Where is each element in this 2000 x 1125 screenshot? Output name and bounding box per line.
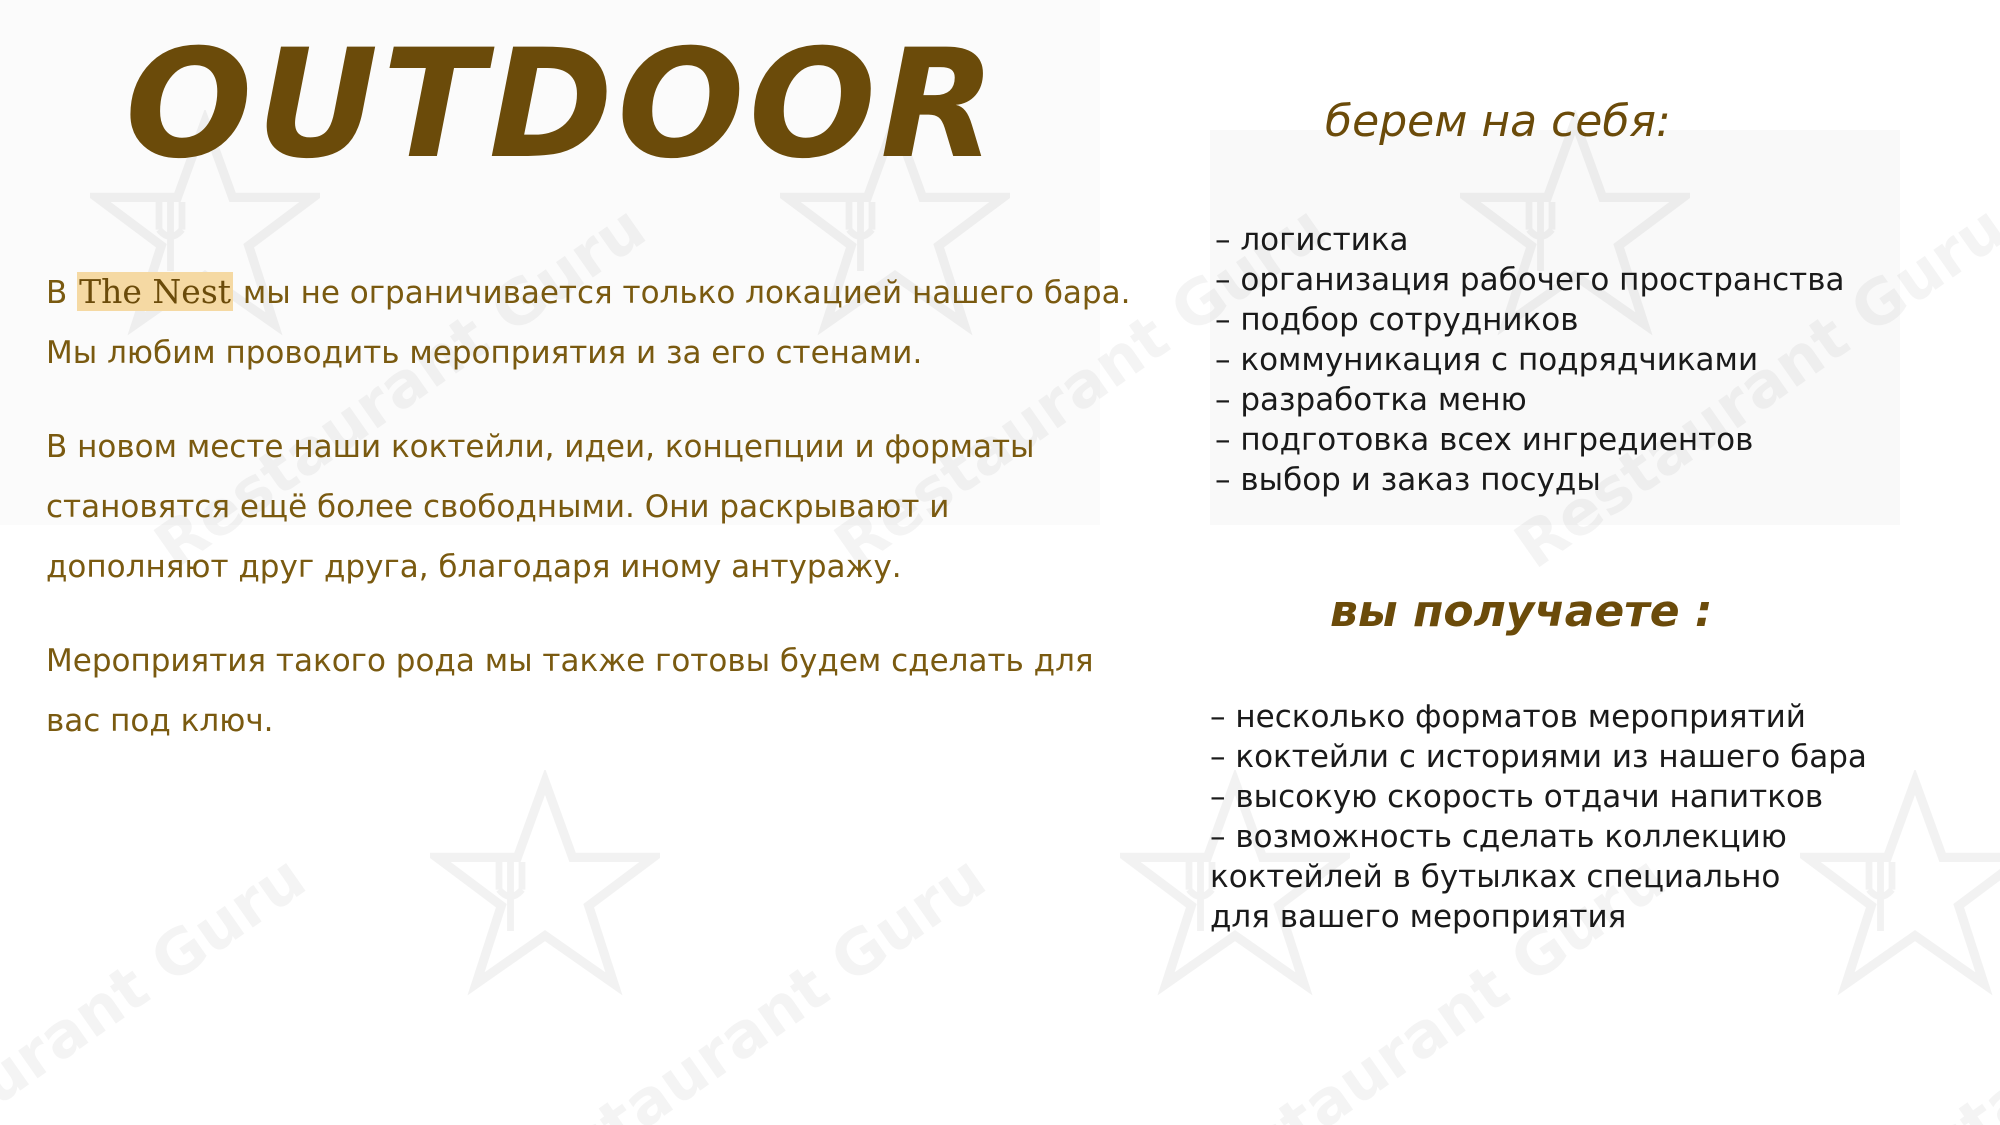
list-item: – коктейли с историями из нашего бара (1210, 739, 1867, 775)
intro-paragraph-1 (46, 262, 1136, 383)
get-heading: вы получаете : (1330, 586, 1713, 637)
take-list (1215, 220, 1845, 500)
list-item: – подбор сотрудников (1215, 302, 1579, 338)
intro-text (46, 262, 1136, 785)
brand-name-highlight: The Nest (79, 272, 232, 311)
list-item: – логистика (1215, 222, 1409, 258)
intro-paragraph-1-rest: мы не ограничивается только локацией нашего бара. Мы любим проводить мероприятия и за его стенами. (46, 275, 1131, 371)
list-item: – высокую скорость отдачи напитков (1210, 779, 1824, 815)
list-item: – возможность сделать коллекцию (1210, 819, 1787, 855)
watermark-text (481, 840, 998, 1125)
page-title: OUTDOOR (125, 18, 1000, 192)
list-item: коктейлей в бутылках специально (1210, 859, 1781, 895)
list-item: – организация рабочего пространства (1215, 262, 1845, 298)
fork-star-icon (430, 770, 660, 1000)
take-heading: берем на себя: (1325, 96, 1671, 147)
intro-prefix: В (46, 275, 78, 311)
list-item: – несколько форматов мероприятий (1210, 699, 1806, 735)
get-list (1210, 697, 1867, 937)
list-item: – коммуникация с подрядчиками (1215, 342, 1759, 378)
list-item: – подготовка всех ингредиентов (1215, 422, 1754, 458)
list-item: – разработка меню (1215, 382, 1527, 418)
intro-paragraph-3: Мероприятия такого рода мы также готовы будем сделать для вас под ключ. (46, 643, 1094, 739)
intro-paragraph-2: В новом месте наши коктейли, идеи, концепции и форматы становятся ещё более свободными. Они раскрывают и дополняют друг друга, благодаря иному антуражу. (46, 429, 1035, 585)
list-item: для вашего мероприятия (1210, 899, 1627, 935)
watermark-text (0, 840, 318, 1125)
list-item: – выбор и заказ посуды (1215, 462, 1601, 498)
